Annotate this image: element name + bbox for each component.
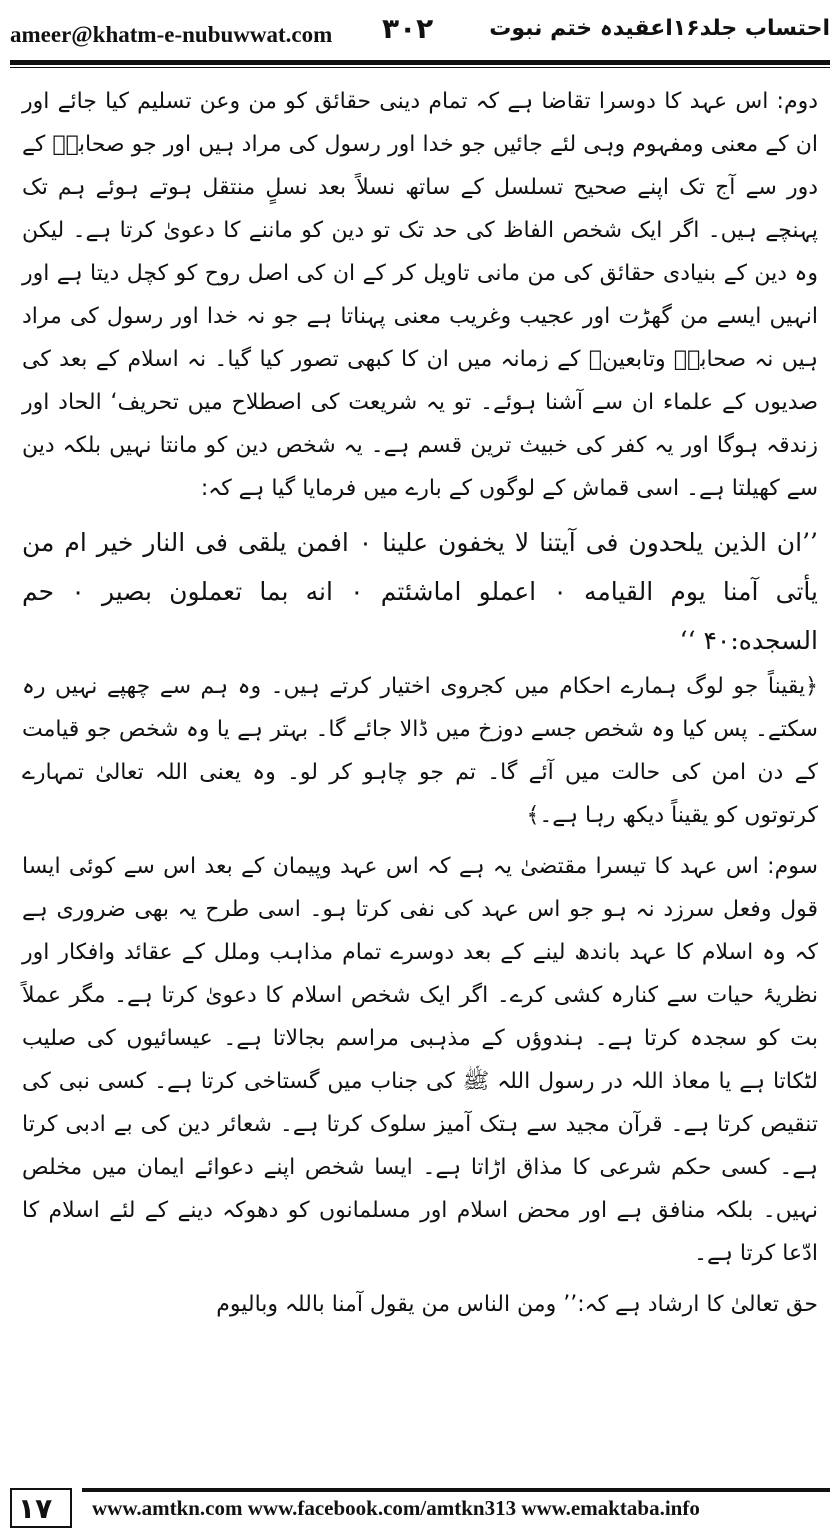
paragraph-second-requirement: دوم: اس عہد کا دوسرا تقاضا ہے کہ تمام دینی حقائق کو من وعن تسلیم کیا جائے اور ان کے معنی ومفہوم وہی لئے جائیں جو خدا اور رسول کی مراد ہیں اور جو صحابہؓ کے دور سے آج تک اپنے صحیح تسلسل کے ساتھ نسلاً بعد نسلٍ منتقل ہوتے ہوئے ہم تک پہنچے ہیں۔ اگر ایک شخص الفاظ کی حد تک تو دین کو ماننے کا دعویٰ کرتا ہے۔ لیکن وہ دین کے بنیادی حقائق کی من مانی تاویل کر کے ان کی اصل روح کو کچل دیتا ہے اور انہیں ایسے من گھڑت اور عجیب وغریب معنی پہناتا ہے جو نہ خدا اور رسول کی مراد ہیں نہ صحابہؓ وتابعینؒ کے زمانہ میں ان کا کبھی تصور کیا گیا۔ نہ اسلام کے بعد کی صدیوں کے علماء ان سے آشنا ہوئے۔ تو یہ شریعت کی اصطلاح میں تحریف‘ الحاد اور زندقہ ہوگا اور یہ کفر کی خبیث ترین قسم ہے۔ یہ شخص دین کو مانتا نہیں بلکہ دین سے کھیلتا ہے۔ اسی قماش کے لوگوں کے بارے میں فرمایا گیا ہے کہ: xyxy=(22,89,818,501)
header-title: احتساب جلد۱۶اعقیدہ ختم نبوت xyxy=(489,16,830,41)
page-header xyxy=(10,12,830,56)
footer-page-box xyxy=(10,1488,72,1528)
footer-page-number: ۱۷ xyxy=(18,1492,53,1525)
paragraph-third-requirement: سوم: اس عہد کا تیسرا مقتضیٰ یہ ہے کہ اس عہد وپیمان کے بعد اس سے کوئی ایسا قول وفعل سرزد نہ ہو جو اس عہد کی نفی کرتا ہو۔ اسی طرح یہ بھی ضروری ہے کہ وہ اسلام کا عہد باندھ لینے کے بعد دوسرے تمام مذاہب وملل کے عقائد وافکار اور نظریۂ حیات سے کنارہ کشی کرے۔ اگر ایک شخص اسلام کا دعویٰ کرتا ہے۔ مگر عملاً بت کو سجدہ کرتا ہے۔ ہندوؤں کے مذہبی مراسم بجالاتا ہے۔ عیسائیوں کی صلیب لٹکاتا ہے یا معاذ اللہ در رسول اللہ ﷺ کی جناب میں گستاخی کرتا ہے۔ کسی نبی کی تنقیص کرتا ہے۔ قرآن مجید سے ہتک آمیز سلوک کرتا ہے۔ شعائر دین کی بے ادبی کرتا ہے۔ کسی حکم شرعی کا مذاق اڑاتا ہے۔ ایسا شخص اپنے دعوائے ایمان میں مخلص نہیں۔ بلکہ منافق ہے اور محض اسلام اور مسلمانوں کو دھوکہ دینے کے لئے اسلام کا ادّعا کرتا ہے۔ xyxy=(22,854,818,1266)
quote-translation: ﴿یقیناً جو لوگ ہمارے احکام میں کجروی اختیار کرتے ہیں۔ وہ ہم سے چھپے نہیں رہ سکتے۔ پس کیا وہ شخص جسے دوزخ میں ڈالا جائے گا۔ بہتر ہے یا وہ شخص جو قیامت کے دن امن کی حالت میں آئے گا۔ تم جو چاہو کر لو۔ وہ یعنی اللہ تعالیٰ تمہارے کرتوتوں کو یقیناً دیکھ رہا ہے۔﴾ xyxy=(22,674,818,828)
page-footer xyxy=(10,1484,830,1530)
page-body xyxy=(22,80,818,1326)
header-page-number: ۳۰۲ xyxy=(382,12,434,45)
header-email: ameer@khatm-e-nubuwwat.com xyxy=(10,22,333,47)
quran-quote: ’’ان الذین یلحدون فی آیتنا لا یخفون علینا ۰ افمن یلقی فی النار خیر ام من یأتی آمنا یوم القیامه ۰ اعملو اماشئتم ۰ انه بما تعملون بصیر ۰ حم السجده:۴۰ ‘‘ xyxy=(22,528,818,655)
footer-links[interactable]: www.amtkn.com www.facebook.com/amtkn313 www.emaktaba.info xyxy=(92,1496,700,1520)
header-divider xyxy=(10,60,830,68)
paragraph-closing-verse: حق تعالیٰ کا ارشاد ہے کہ:’’ ومن الناس من یقول آمنا باللہ وبالیوم xyxy=(216,1292,818,1317)
